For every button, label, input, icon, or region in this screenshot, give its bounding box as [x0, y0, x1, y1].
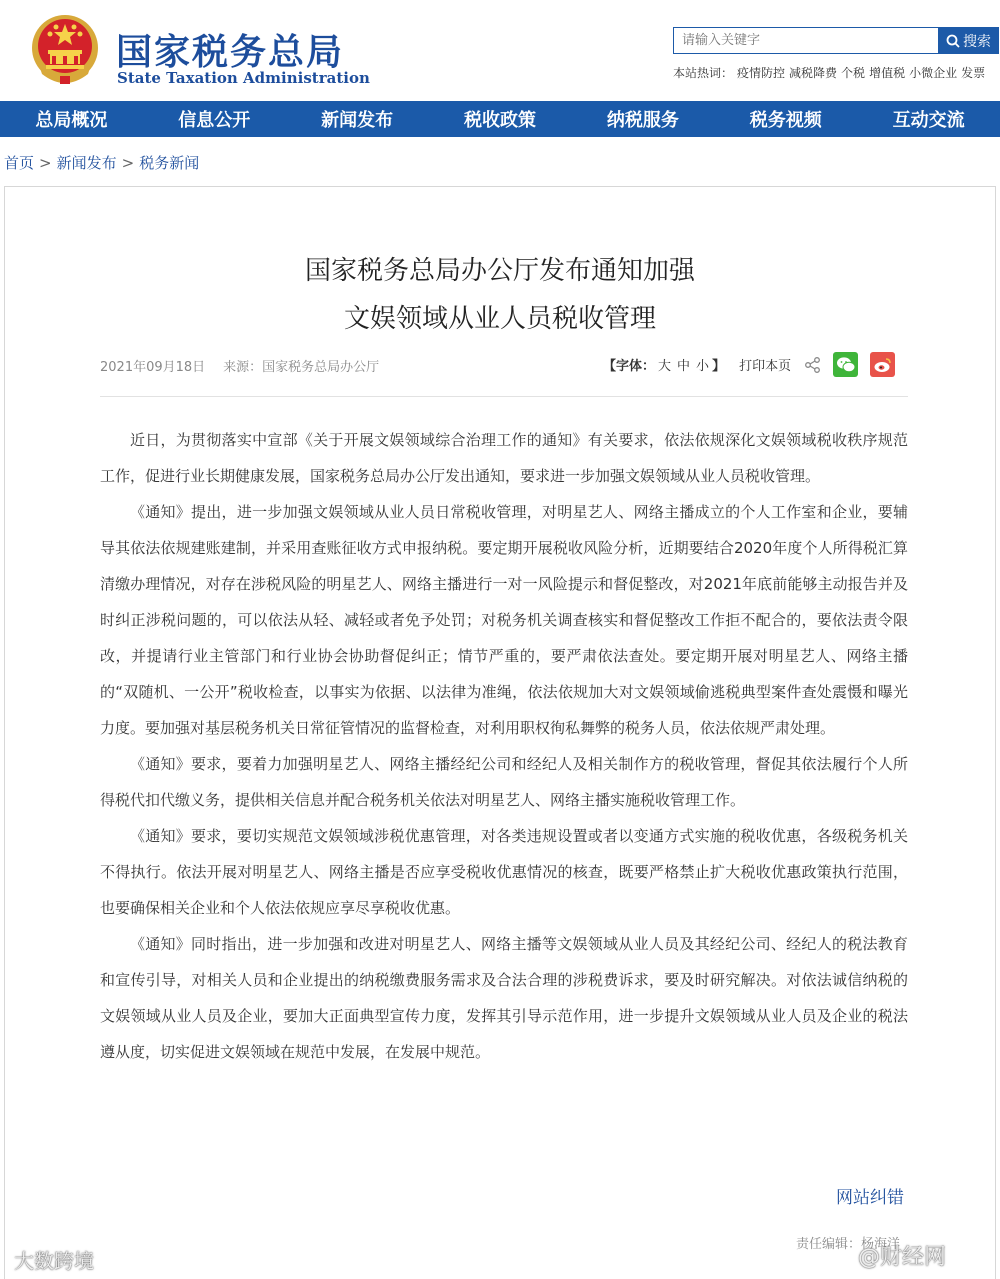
nav-item-tax-video[interactable]: 税务视频	[749, 110, 822, 131]
hot-words-label: 本站热词：	[673, 66, 734, 80]
font-size-close: 】	[712, 359, 726, 374]
article-paragraph: 《通知》要求，要着力加强明星艺人、网络主播经纪公司和经纪人及相关制作方的税收管理，督促其依法履行个人所得税代扣代缴义务，提供相关信息并配合税务机关依法对明星艺人、网络主播实施税收管理工作。	[100, 755, 908, 809]
hot-words	[673, 64, 989, 81]
font-size-medium[interactable]: 中	[677, 359, 691, 374]
print-page-link[interactable]: 打印本页	[739, 359, 792, 374]
national-emblem-icon	[30, 12, 100, 86]
breadcrumb-news-release[interactable]: 新闻发布	[56, 154, 117, 172]
share-icon[interactable]	[803, 355, 823, 375]
report-error-link[interactable]: 网站纠错	[836, 1188, 904, 1208]
hot-word-link[interactable]: 增值税	[869, 66, 906, 80]
article-paragraph: 《通知》提出，进一步加强文娱领域从业人员日常税收管理，对明星艺人、网络主播成立的个人工作室和企业，要辅导其依法依规建账建制，并采用查账征收方式申报纳税。要定期开展税收风险分析，近期要结合2020年度个人所得税汇算清缴办理情况，对存在涉税风险的明星艺人、网络主播进行一对一风险提示和督促整改，对2021年底前能够主动报告并及时纠正涉税问题的，可以依法从轻、减轻或者免予处罚；对税务机关调查核实和督促整改工作拒不配合的，要依法责令限改，并提请行业主管部门和行业协会协助督促纠正；情节严重的，要严肃依法查处。要定期开展对明星艺人、网络主播的“双随机、一公开”税收检查，以事实为依据、以法律为准绳，依法依规加大对文娱领域偷逃税典型案件查处震慑和曝光力度。要加强对基层税务机关日常征管情况的监督检查，对利用职权徇私舞弊的税务人员，依法依规严肃处理。	[100, 503, 908, 737]
weibo-share-icon[interactable]	[870, 352, 895, 377]
nav-item-interaction[interactable]: 互动交流	[892, 110, 965, 131]
article-tools	[603, 352, 895, 377]
nav-item-tax-service[interactable]: 纳税服务	[606, 110, 679, 131]
hot-word-link[interactable]: 小微企业	[909, 66, 958, 80]
breadcrumb	[4, 152, 199, 173]
breadcrumb-tax-news[interactable]: 税务新闻	[139, 154, 200, 172]
article-title-line2: 文娱领域从业人员税收管理	[343, 304, 656, 334]
article-date: 2021年09月18日	[100, 360, 206, 375]
hot-word-link[interactable]: 发票	[961, 66, 986, 80]
search-button-label: 搜索	[963, 33, 991, 50]
breadcrumb-home[interactable]: 首页	[4, 154, 35, 172]
article-meta	[100, 356, 379, 375]
nav-item-tax-policy[interactable]: 税收政策	[464, 110, 536, 131]
wechat-logo-icon	[836, 356, 856, 374]
article-paragraph: 《通知》同时指出，进一步加强和改进对明星艺人、网络主播等文娱领域从业人员及其经纪公司、经纪人的税法教育和宣传引导，对相关人员和企业提出的纳税缴费服务需求及合法合理的涉税费诉求，要及时研究解决。对依法诚信纳税的文娱领域从业人员及企业，要加大正面典型宣传力度，发挥其引导示范作用，进一步提升文娱领域从业人员及企业的税法遵从度，切实促进文娱领域在规范中发展，在发展中规范。	[100, 935, 908, 1061]
article-title-line1: 国家税务总局办公厅发布通知加强	[304, 256, 695, 286]
article-paragraph: 《通知》要求，要切实规范文娱领域涉税优惠管理，对各类违规设置或者以变通方式实施的税收优惠，各级税务机关不得执行。依法开展对明星艺人、网络主播是否应享受税收优惠情况的核查，既要严格禁止扩大税收优惠政策执行范围，也要确保相关企业和个人依法依规应享尽享税收优惠。	[100, 827, 908, 917]
wechat-share-icon[interactable]	[833, 352, 858, 377]
font-size-small[interactable]: 小	[696, 359, 710, 374]
article-paragraph: 近日，为贯彻落实中宣部《关于开展文娱领域综合治理工作的通知》有关要求，依法依规深化文娱领域税收秩序规范工作，促进行业长期健康发展，国家税务总局办公厅发出通知，要求进一步加强文娱领域从业人员税收管理。	[100, 431, 908, 485]
nav-item-news[interactable]: 新闻发布	[321, 110, 394, 131]
article-body	[100, 422, 908, 1070]
search-box	[673, 27, 938, 54]
font-size-large[interactable]: 大	[658, 359, 672, 374]
breadcrumb-separator: >	[39, 154, 52, 172]
article-source: 来源：国家税务总局办公厅	[223, 360, 380, 375]
watermark-left: 大数跨境	[14, 1249, 94, 1273]
font-size-label: 【字体：	[603, 359, 656, 374]
hot-word-link[interactable]: 个税	[841, 66, 866, 80]
responsible-editor: 责任编辑：杨海洋	[796, 1237, 901, 1252]
watermark-right: @财经网	[858, 1245, 947, 1270]
site-logo-title[interactable]: 国家税务总局	[116, 32, 345, 73]
font-size-switcher	[603, 355, 725, 374]
search-input[interactable]	[674, 28, 938, 53]
weibo-logo-icon	[873, 356, 893, 374]
meta-divider	[100, 396, 908, 397]
main-nav	[0, 101, 1000, 137]
site-header	[0, 0, 1000, 100]
hot-word-link[interactable]: 疫情防控	[737, 66, 786, 80]
nav-item-info-disclosure[interactable]: 信息公开	[178, 110, 251, 131]
nav-item-overview[interactable]: 总局概况	[35, 110, 108, 131]
hot-word-link[interactable]: 减税降费	[789, 66, 838, 80]
site-logo-subtitle: State Taxation Administration	[117, 69, 370, 87]
search-button[interactable]	[938, 27, 999, 54]
breadcrumb-separator: >	[121, 154, 135, 172]
search-icon	[946, 34, 960, 48]
